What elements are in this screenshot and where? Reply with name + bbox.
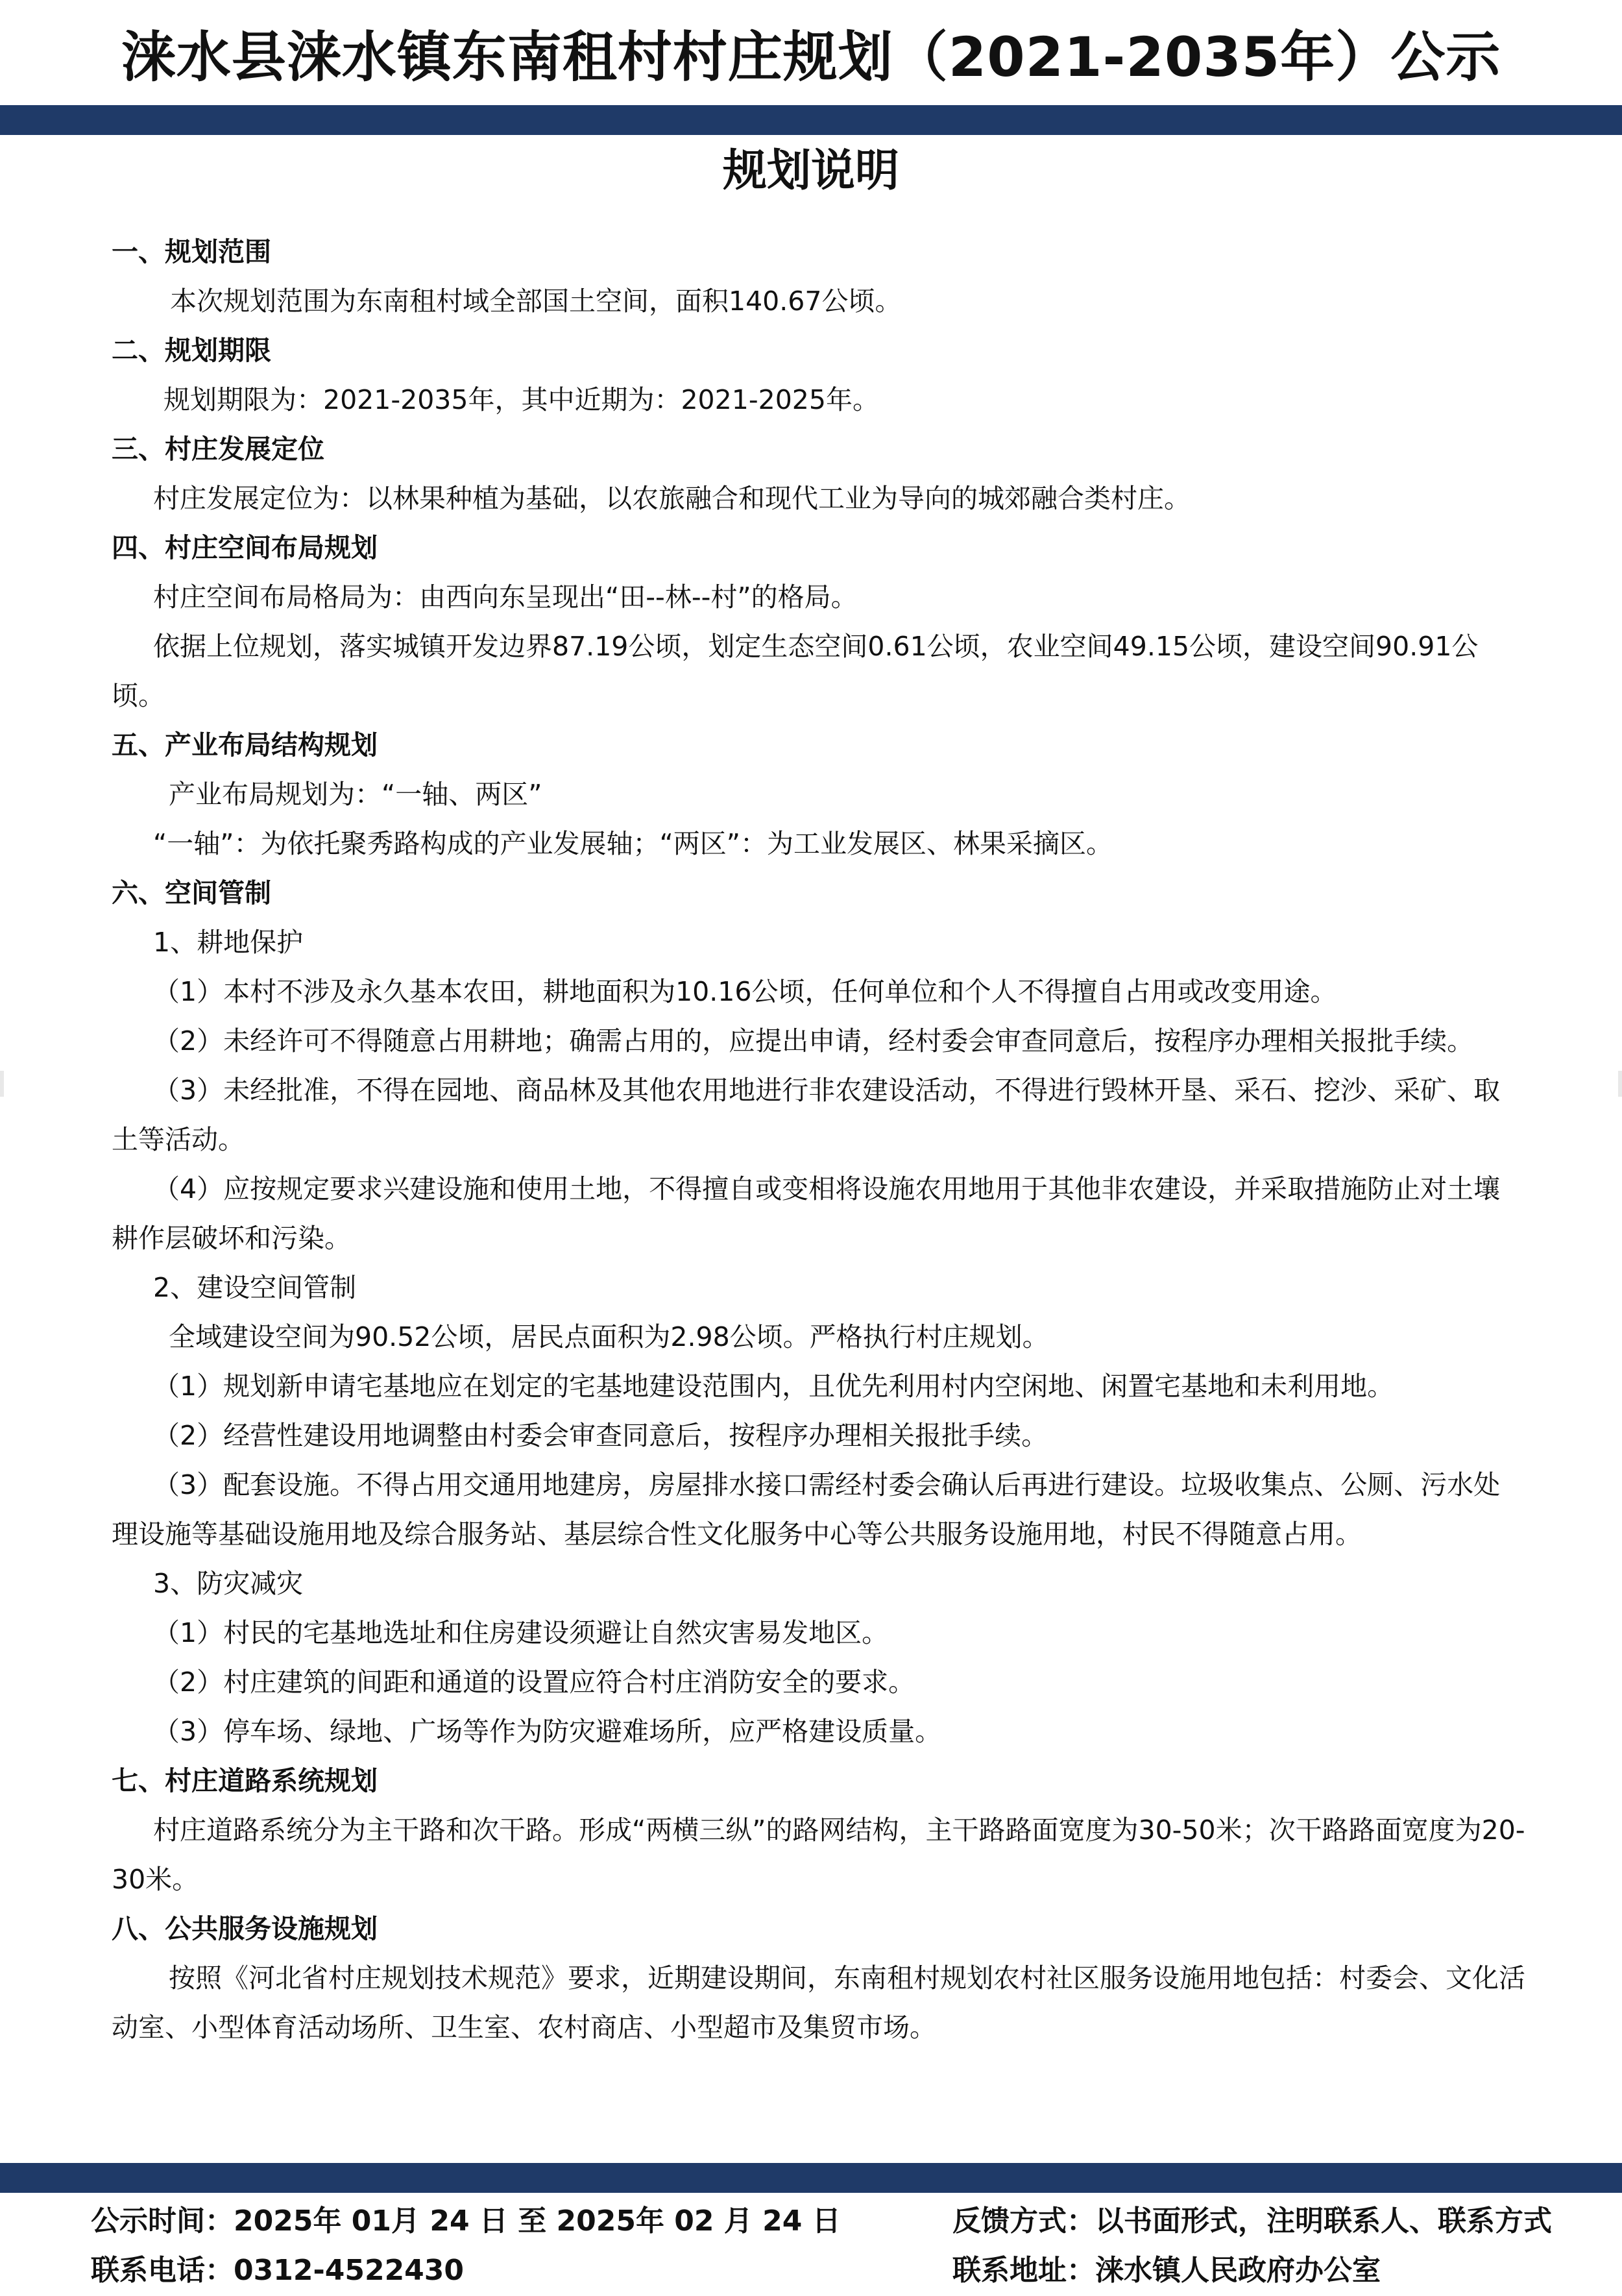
section-heading: 一、规划范围 <box>112 236 271 267</box>
section-paragraph: （3）未经批准，不得在园地、商品林及其他农用地进行非农建设活动，不得进行毁林开垦、采石、挖沙、采矿、取土等活动。 <box>112 1075 1501 1155</box>
section-paragraph: 依据上位规划，落实城镇开发边界87.19公顷，划定生态空间0.61公顷，农业空间49.15公顷，建设空间90.91公顷。 <box>112 631 1479 711</box>
feedback-method: 反馈方式：以书面形式，注明联系人、联系方式 <box>952 2204 1552 2238</box>
section-paragraph: （4）应按规定要求兴建设施和使用土地，不得擅自或变相将设施农用地用于其他非农建设，并采取措施防止对土壤耕作层破坏和污染。 <box>112 1173 1501 1254</box>
notice-title: 涞水县涞水镇东南租村村庄规划（2021-2035年）公示 <box>121 25 1501 89</box>
section-paragraph: 规划期限为：2021-2035年，其中近期为：2021-2025年。 <box>163 384 879 415</box>
section-heading: 六、空间管制 <box>112 877 271 909</box>
section-paragraph: （3）停车场、绿地、广场等作为防灾避难场所，应严格建设质量。 <box>153 1716 942 1747</box>
section-paragraph: 村庄发展定位为：以林果种植为基础，以农旅融合和现代工业为导向的城郊融合类村庄。 <box>153 483 1191 514</box>
subsection-heading: 2、建设空间管制 <box>153 1272 357 1303</box>
subsection-heading: 3、防灾减灾 <box>153 1568 304 1599</box>
contact-phone: 联系电话：0312-4522430 <box>91 2254 465 2287</box>
subsection-heading: 1、耕地保护 <box>153 927 304 958</box>
top-divider-band <box>0 105 1622 135</box>
section-paragraph: （1）村民的宅基地选址和住房建设须避让自然灾害易发地区。 <box>153 1617 889 1648</box>
section-paragraph: （2）经营性建设用地调整由村委会审查同意后，按程序办理相关报批手续。 <box>153 1420 1048 1451</box>
section-paragraph: 按照《河北省村庄规划技术规范》要求，近期建设期间，东南租村规划农村社区服务设施用地包括：村委会、文化活动室、小型体育活动场所、卫生室、农村商店、小型超市及集贸市场。 <box>112 1962 1525 2043</box>
section-paragraph: （1）本村不涉及永久基本农田，耕地面积为10.16公顷，任何单位和个人不得擅自占用或改变用途。 <box>153 976 1337 1007</box>
right-edge-mark <box>1618 1071 1622 1097</box>
section-paragraph: 村庄空间布局格局为：由西向东呈现出“田--林--村”的格局。 <box>153 581 858 613</box>
section-paragraph: 产业布局规划为：“一轴、两区” <box>169 779 542 810</box>
section-heading: 五、产业布局结构规划 <box>112 729 378 761</box>
section-heading: 三、村庄发展定位 <box>112 434 324 465</box>
section-paragraph: 本次规划范围为东南租村域全部国土空间，面积140.67公顷。 <box>170 286 902 317</box>
section-paragraph: 全域建设空间为90.52公顷，居民点面积为2.98公顷。严格执行村庄规划。 <box>169 1321 1049 1352</box>
notice-footer <box>0 2197 1622 2296</box>
contact-address: 联系地址：涞水镇人民政府办公室 <box>952 2254 1381 2287</box>
plan-content <box>112 227 1526 2052</box>
notice-period: 公示时间：2025年 01月 24 日 至 2025年 02 月 24 日 <box>91 2204 841 2238</box>
left-edge-mark <box>0 1071 4 1097</box>
section-paragraph: “一轴”：为依托聚秀路构成的产业发展轴；“两区”：为工业发展区、林果采摘区。 <box>153 828 1113 859</box>
section-heading: 二、规划期限 <box>112 335 271 366</box>
section-paragraph: （2）村庄建筑的间距和通道的设置应符合村庄消防安全的要求。 <box>153 1667 915 1698</box>
bottom-divider-band <box>0 2163 1622 2193</box>
section-paragraph: （1）规划新申请宅基地应在划定的宅基地建设范围内，且优先利用村内空闲地、闲置宅基地和未利用地。 <box>153 1371 1394 1402</box>
section-heading: 七、村庄道路系统规划 <box>112 1765 378 1796</box>
section-heading: 四、村庄空间布局规划 <box>112 532 378 563</box>
section-paragraph: 村庄道路系统分为主干路和次干路。形成“两横三纵”的路网结构，主干路路面宽度为30-50米；次干路路面宽度为20-30米。 <box>112 1814 1525 1895</box>
section-paragraph: （2）未经许可不得随意占用耕地；确需占用的，应提出申请，经村委会审查同意后，按程序办理相关报批手续。 <box>153 1025 1474 1056</box>
section-paragraph: （3）配套设施。不得占用交通用地建房，房屋排水接口需经村委会确认后再进行建设。垃圾收集点、公厕、污水处理设施等基础设施用地及综合服务站、基层综合性文化服务中心等公共服务设施用地，村民不得随意占用。 <box>112 1469 1501 1550</box>
section-heading: 八、公共服务设施规划 <box>112 1913 378 1944</box>
section-subtitle: 规划说明 <box>722 145 899 197</box>
